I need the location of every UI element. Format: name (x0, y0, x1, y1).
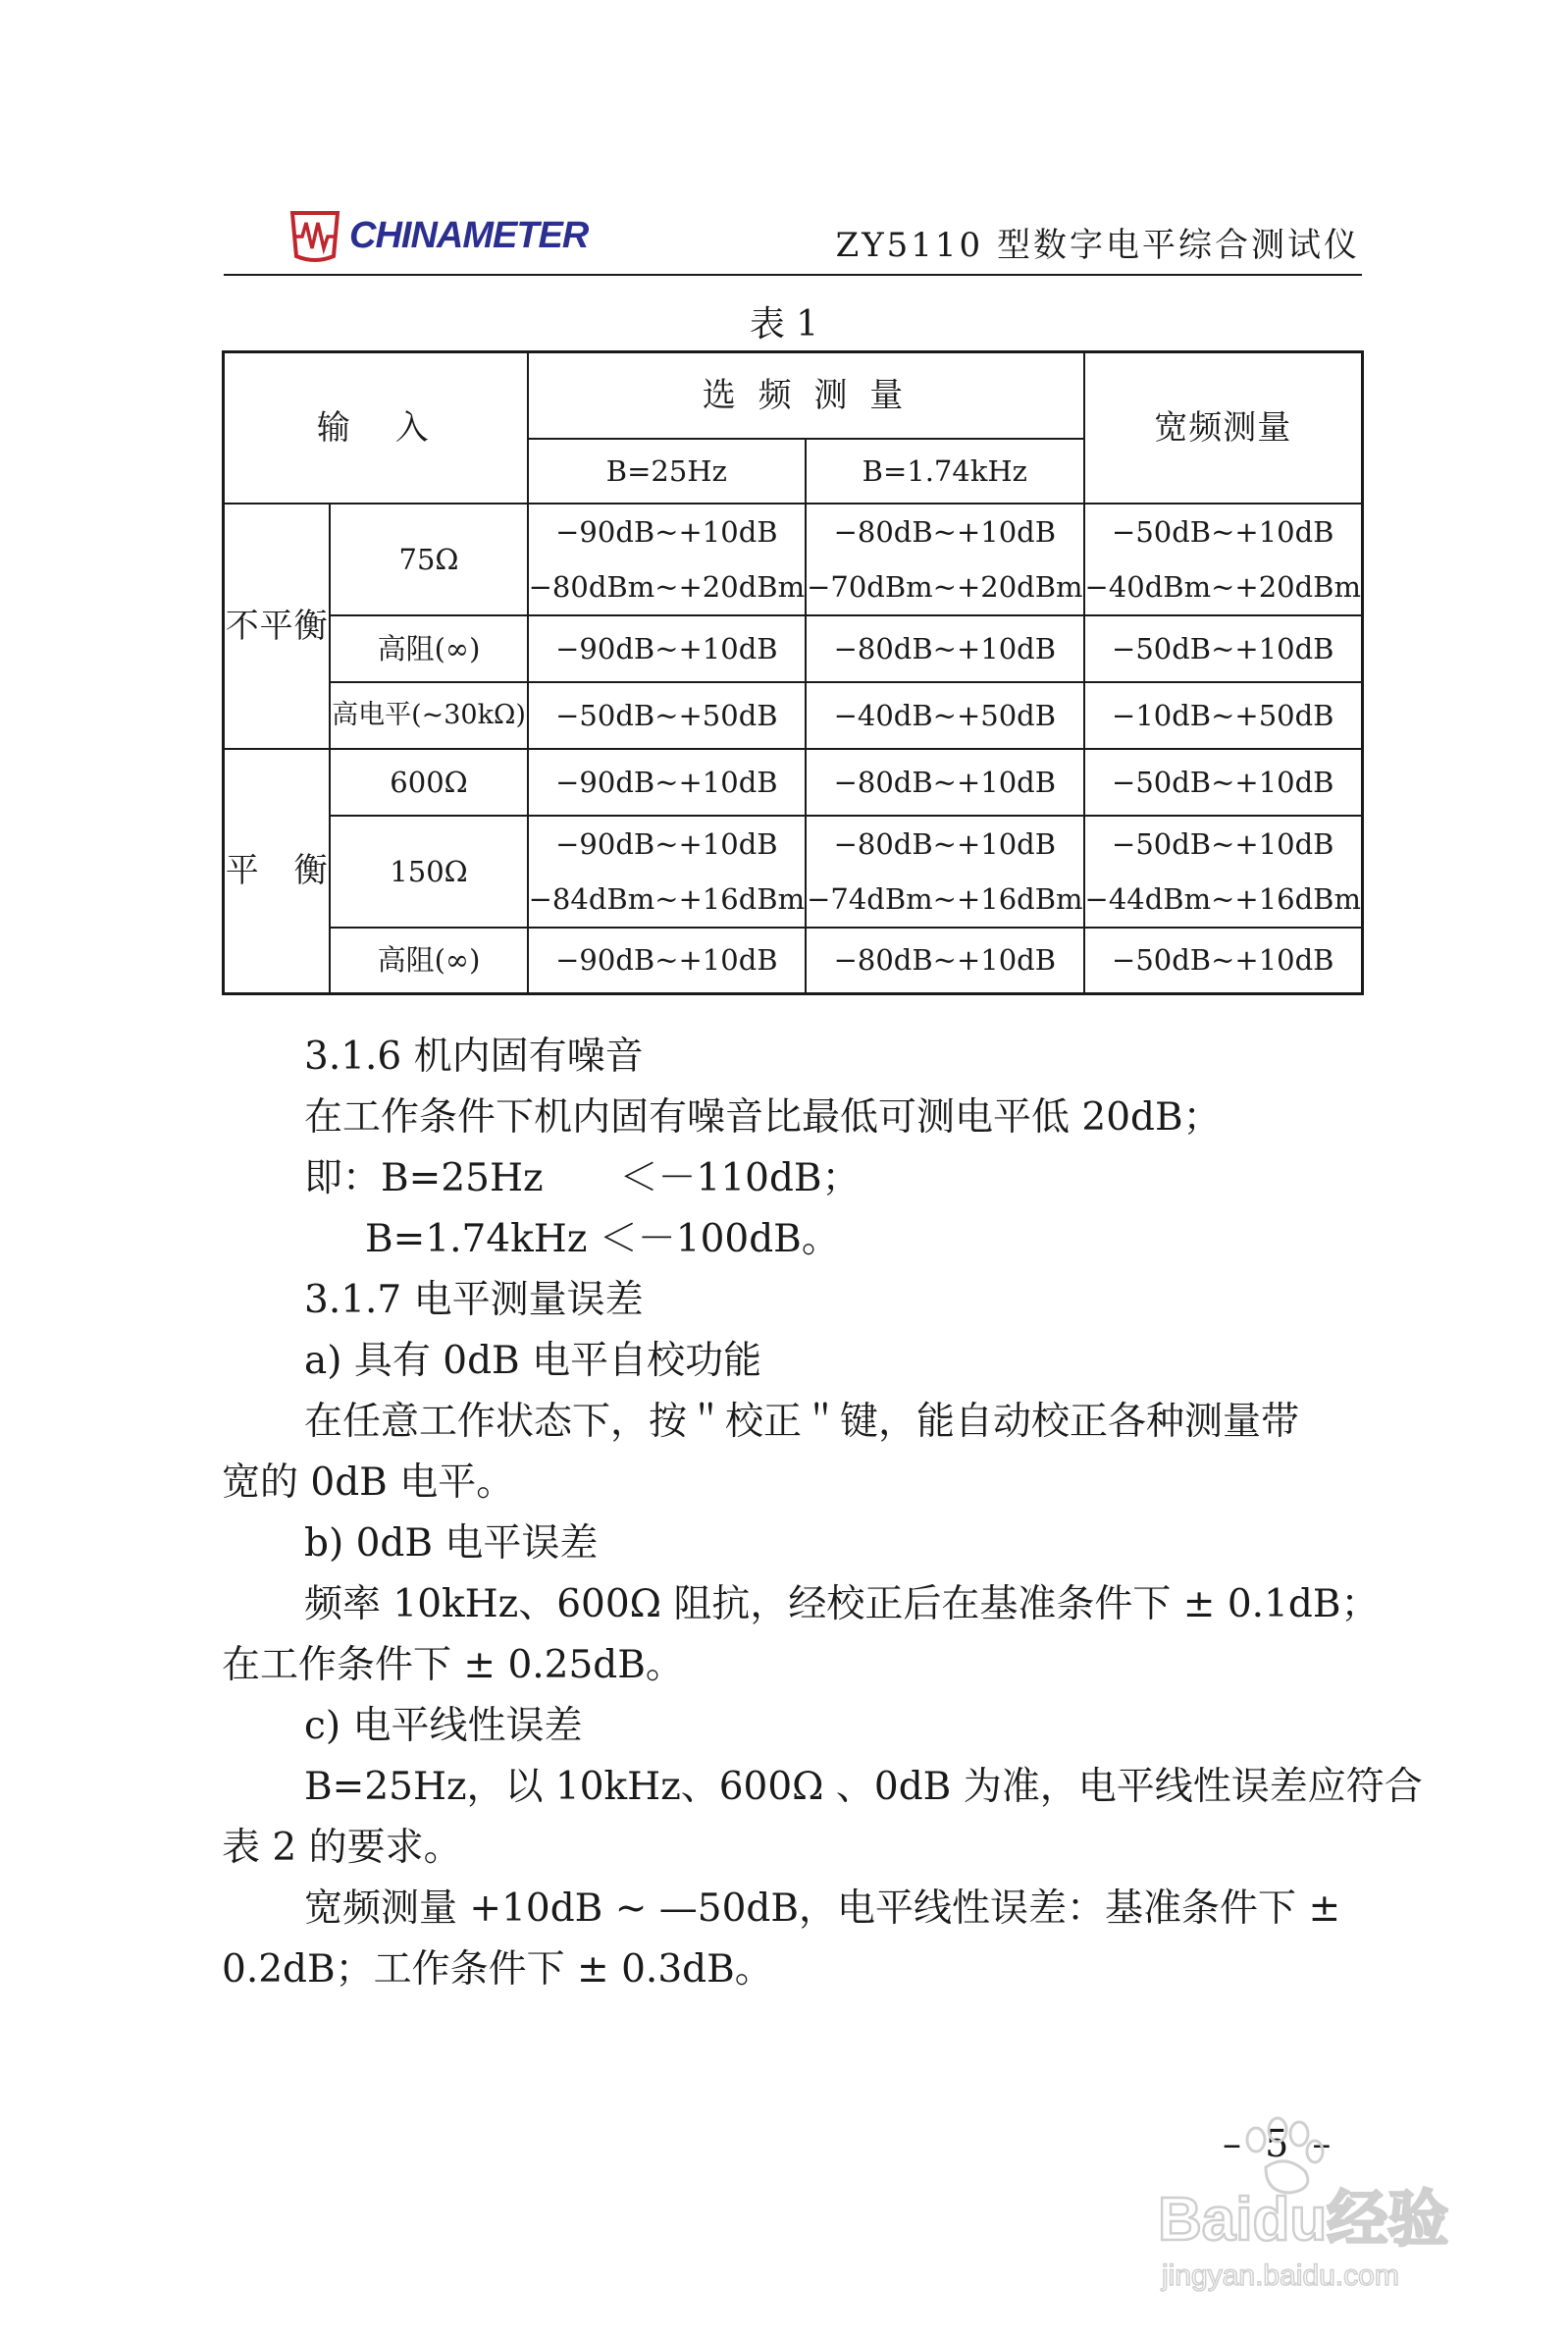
group-label: 不平衡 (224, 504, 331, 749)
value-cell: −80dB~+10dB (806, 928, 1083, 994)
paragraph: 在任意工作状态下，按＂校正＂键，能自动校正各种测量带 (304, 1400, 1300, 1444)
value-cell: −90dB~+10dB −80dBm~+20dBm (528, 504, 806, 615)
value-cell: −80dB~+10dB (806, 615, 1083, 682)
value-cell: −50dB~+10dB −40dBm~+20dBm (1084, 504, 1363, 615)
paragraph: B=1.74kHz ＜－100dB。 (365, 1217, 840, 1261)
input-cell: 75Ω (330, 504, 527, 615)
group-label: 平 衡 (224, 749, 331, 994)
table-row (224, 928, 1363, 994)
paragraph: 宽频测量 +10dB ~ —50dB，电平线性误差：基准条件下 ± (304, 1886, 1341, 1931)
paragraph: B=25Hz，以 10kHz、600Ω 、0dB 为准，电平线性误差应符合 (304, 1765, 1423, 1809)
paw-icon (1247, 2118, 1323, 2193)
bandwidth-25hz: B=25Hz (528, 439, 806, 504)
brand-logo (285, 206, 588, 265)
value-cell: −10dB~+50dB (1084, 682, 1363, 749)
section-heading-3-1-6: 3.1.6 机内固有噪音 (304, 1035, 644, 1079)
value-cell: −80dB~+10dB (806, 749, 1083, 816)
subheading-b: b) 0dB 电平误差 (304, 1521, 599, 1566)
subheading-c: c) 电平线性误差 (304, 1704, 583, 1748)
input-cell: 高阻(∞) (330, 928, 527, 994)
value-cell: −90dB~+10dB (528, 928, 806, 994)
input-cell: 600Ω (330, 749, 527, 816)
page-number: – 5 – (1223, 2122, 1337, 2165)
input-cell: 高阻(∞) (330, 615, 527, 682)
watermark-brand: Baidu经验 (1158, 2186, 1449, 2254)
value-cell: −90dB~+10dB −84dBm~+16dBm (528, 816, 806, 928)
value-cell: −80dB~+10dB −74dBm~+16dBm (806, 816, 1083, 928)
baidu-watermark (1119, 2110, 1491, 2297)
value-cell: −50dB~+10dB (1084, 749, 1363, 816)
header-divider (224, 274, 1362, 276)
watermark-url: jingyan.baidu.com (1162, 2259, 1399, 2292)
input-cell: 150Ω (330, 816, 527, 928)
paragraph: 即：B=25Hz ＜－110dB； (304, 1156, 861, 1200)
table-row (224, 615, 1363, 682)
brand-name: CHINAMETER (349, 214, 589, 256)
value-cell: −90dB~+10dB (528, 615, 806, 682)
bandwidth-1-74khz: B=1.74kHz (806, 439, 1083, 504)
value-cell: −40dB~+50dB (806, 682, 1083, 749)
table-row (224, 682, 1363, 749)
value-cell: −80dB~+10dB −70dBm~+20dBm (806, 504, 1083, 615)
selective-header: 选 频 测 量 (528, 352, 1084, 439)
section-heading-3-1-7: 3.1.7 电平测量误差 (304, 1278, 644, 1322)
value-cell: −50dB~+10dB −44dBm~+16dBm (1084, 816, 1363, 928)
input-cell: 高电平(~30kΩ) (330, 682, 527, 749)
document-title: ZY5110 型数字电平综合测试仪 (835, 226, 1360, 265)
table-row (224, 749, 1363, 816)
table-row (224, 816, 1363, 928)
paragraph: 频率 10kHz、600Ω 阻抗，经校正后在基准条件下 ± 0.1dB； (304, 1582, 1380, 1626)
value-cell: −50dB~+10dB (1084, 928, 1363, 994)
value-cell: −90dB~+10dB (528, 749, 806, 816)
paragraph: 0.2dB；工作条件下 ± 0.3dB。 (222, 1947, 773, 1992)
value-cell: −50dB~+50dB (528, 682, 806, 749)
paragraph: 在工作条件下 ± 0.25dB。 (222, 1643, 684, 1687)
paragraph: 在工作条件下机内固有噪音比最低可测电平低 20dB； (304, 1095, 1222, 1140)
table-row (224, 504, 1363, 615)
paragraph: 宽的 0dB 电平。 (222, 1461, 515, 1505)
table-caption: 表 1 (749, 304, 819, 345)
chinameter-logo-icon (285, 207, 345, 264)
subheading-a: a) 具有 0dB 电平自校功能 (304, 1339, 762, 1383)
input-header: 输 入 (224, 352, 528, 504)
wideband-header: 宽频测量 (1084, 352, 1363, 504)
value-cell: −50dB~+10dB (1084, 615, 1363, 682)
paragraph: 表 2 的要求。 (222, 1826, 462, 1870)
spec-table (222, 350, 1364, 995)
